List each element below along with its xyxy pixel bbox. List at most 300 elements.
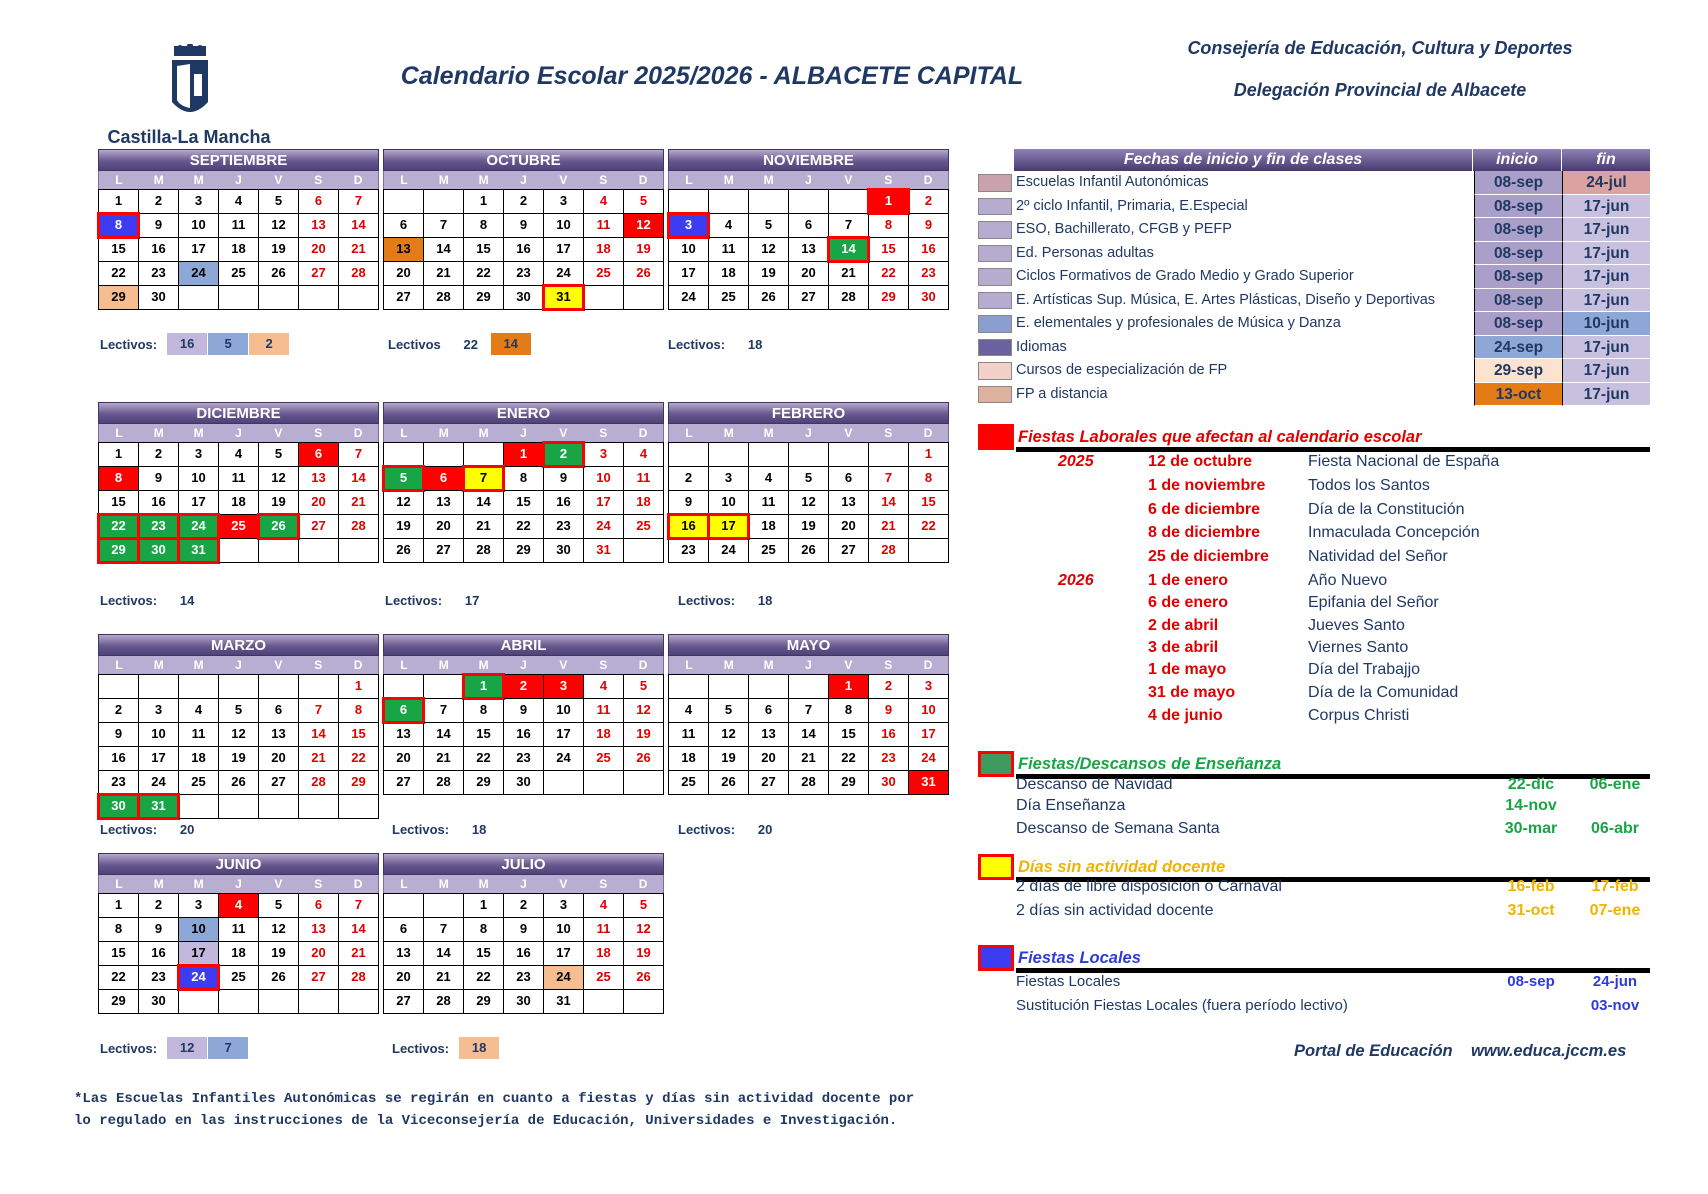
- day-cell: 2: [869, 675, 909, 699]
- day-cell: 30: [504, 990, 544, 1014]
- weekday-label: D: [923, 658, 933, 672]
- lectivos-label: Lectivos:: [100, 336, 158, 352]
- row-end: 17-jun: [1562, 195, 1650, 219]
- day-cell: 26: [749, 286, 789, 310]
- day-cell: 9: [504, 918, 544, 942]
- day-cell: 14: [869, 491, 909, 515]
- day-cell: 1: [464, 894, 504, 918]
- row-end: 17-jun: [1562, 336, 1650, 360]
- sin_actividad-name: 2 días de libre disposición o Carnaval: [1016, 878, 1282, 895]
- day-cell: 22: [464, 966, 504, 990]
- month-junio: [98, 853, 379, 1014]
- ensenanza-end: 06-ene: [1589, 776, 1641, 793]
- weekday-label: V: [559, 658, 568, 672]
- day-cell: 10: [544, 918, 584, 942]
- sin-actividad-title: Días sin actividad docente: [1018, 858, 1226, 876]
- footnote-line-2: lo regulado en las instrucciones de la Viceconsejería de Educación, Universidades e Investigación.: [74, 1113, 898, 1129]
- weekday-label: L: [400, 877, 408, 891]
- lectivos-count: 14: [179, 592, 195, 608]
- sin_actividad-name: 2 días sin actividad docente: [1016, 902, 1214, 919]
- month-title: ABRIL: [383, 634, 664, 656]
- locales-start: 08-sep: [1507, 973, 1555, 990]
- empty-day-cell: [299, 286, 339, 310]
- lectivos-count: 18: [747, 336, 763, 352]
- ensenanza-row: [1016, 820, 1650, 842]
- day-cell: 5: [709, 699, 749, 723]
- day-cell: 4: [584, 675, 624, 699]
- empty-day-cell: [749, 190, 789, 214]
- day-cell: 27: [299, 515, 339, 539]
- day-cell: 4: [179, 699, 219, 723]
- weekday-label: L: [400, 426, 408, 440]
- month-title: FEBRERO: [668, 402, 949, 424]
- weekday-label: M: [193, 173, 204, 187]
- day-cell: 4: [624, 443, 664, 467]
- day-cell: 20: [424, 515, 464, 539]
- fiesta-date: 4 de junio: [1148, 707, 1223, 724]
- day-cell: 11: [584, 214, 624, 238]
- weekday-row: [98, 656, 379, 674]
- empty-day-cell: [749, 675, 789, 699]
- fiesta-name: Día de la Comunidad: [1308, 684, 1459, 701]
- day-cell: 29: [99, 286, 139, 310]
- fiestas-laborales-title: Fiestas Laborales que afectan al calendario escolar: [1018, 428, 1422, 446]
- day-grid: [383, 189, 664, 310]
- empty-day-cell: [749, 443, 789, 467]
- day-cell: 18: [219, 491, 259, 515]
- day-cell: 31: [909, 771, 949, 795]
- row-swatch: [978, 339, 1012, 357]
- weekday-label: M: [723, 658, 734, 672]
- lectivos-count: 14: [491, 333, 531, 355]
- weekday-label: D: [923, 173, 933, 187]
- weekday-label: L: [115, 173, 123, 187]
- sin_actividad-start: 31-oct: [1507, 902, 1555, 919]
- day-cell: 29: [464, 990, 504, 1014]
- fiesta-name: Día del Trabajjo: [1308, 661, 1421, 678]
- dates-row: [978, 383, 1650, 407]
- day-cell: 3: [909, 675, 949, 699]
- day-cell: 8: [99, 214, 139, 238]
- day-cell: 31: [544, 990, 584, 1014]
- empty-day-cell: [384, 675, 424, 699]
- day-cell: 18: [584, 942, 624, 966]
- day-cell: 2: [139, 443, 179, 467]
- row-start: 08-sep: [1474, 289, 1562, 313]
- empty-day-cell: [99, 675, 139, 699]
- weekday-label: M: [438, 658, 449, 672]
- empty-day-cell: [869, 443, 909, 467]
- empty-day-cell: [584, 771, 624, 795]
- dates-table-rows: [978, 171, 1650, 406]
- weekday-row: [98, 424, 379, 442]
- day-cell: 25: [709, 286, 749, 310]
- day-cell: 27: [299, 966, 339, 990]
- day-cell: 15: [829, 723, 869, 747]
- lectivos-label: Lectivos:: [100, 592, 158, 608]
- day-cell: 22: [339, 747, 379, 771]
- day-cell: 25: [219, 262, 259, 286]
- day-cell: 21: [424, 966, 464, 990]
- weekday-label: J: [235, 877, 242, 891]
- row-swatch: [978, 315, 1012, 333]
- day-cell: 29: [464, 286, 504, 310]
- day-cell: 19: [384, 515, 424, 539]
- day-cell: 21: [464, 515, 504, 539]
- empty-day-cell: [259, 990, 299, 1014]
- lectivos-summary: [392, 818, 499, 840]
- lectivos-count: 16: [167, 333, 207, 355]
- day-cell: 5: [789, 467, 829, 491]
- empty-day-cell: [424, 894, 464, 918]
- locales-end: 24-jun: [1592, 973, 1638, 990]
- day-cell: 13: [299, 467, 339, 491]
- empty-day-cell: [669, 443, 709, 467]
- day-cell: 5: [624, 190, 664, 214]
- day-cell: 3: [139, 699, 179, 723]
- day-cell: 8: [909, 467, 949, 491]
- weekday-label: M: [438, 173, 449, 187]
- day-cell: 8: [464, 699, 504, 723]
- day-cell: 27: [424, 539, 464, 563]
- day-grid: [668, 189, 949, 310]
- day-cell: 19: [624, 238, 664, 262]
- day-cell: 14: [299, 723, 339, 747]
- day-cell: 20: [299, 238, 339, 262]
- day-cell: 22: [99, 262, 139, 286]
- day-cell: 23: [869, 747, 909, 771]
- month-marzo: [98, 634, 379, 819]
- day-cell: 8: [464, 214, 504, 238]
- weekday-label: L: [115, 426, 123, 440]
- weekday-label: M: [153, 426, 164, 440]
- fiestas-laborales-swatch: [978, 424, 1014, 450]
- dates-row: [978, 312, 1650, 336]
- sin_actividad-row: [1016, 902, 1650, 924]
- sin_actividad-start: 16-feb: [1507, 878, 1555, 895]
- day-cell: 28: [789, 771, 829, 795]
- day-cell: 7: [829, 214, 869, 238]
- weekday-label: D: [353, 173, 363, 187]
- empty-day-cell: [829, 443, 869, 467]
- empty-day-cell: [624, 539, 664, 563]
- day-cell: 20: [829, 515, 869, 539]
- day-cell: 15: [99, 238, 139, 262]
- sin_actividad-end: 17-feb: [1591, 878, 1639, 895]
- weekday-label: M: [478, 173, 489, 187]
- locales-name: Fiestas Locales: [1016, 973, 1121, 990]
- day-cell: 26: [789, 539, 829, 563]
- day-cell: 31: [179, 539, 219, 563]
- day-cell: 29: [464, 771, 504, 795]
- empty-day-cell: [259, 286, 299, 310]
- day-cell: 25: [584, 966, 624, 990]
- empty-day-cell: [259, 795, 299, 819]
- day-cell: 18: [624, 491, 664, 515]
- fiesta-date: 1 de enero: [1148, 572, 1229, 589]
- day-cell: 18: [584, 723, 624, 747]
- day-cell: 1: [869, 190, 909, 214]
- day-cell: 17: [179, 942, 219, 966]
- day-cell: 1: [909, 443, 949, 467]
- day-cell: 24: [544, 747, 584, 771]
- day-cell: 24: [139, 771, 179, 795]
- consejeria-title: Consejería de Educación, Cultura y Deportes: [1187, 38, 1573, 58]
- day-cell: 20: [384, 262, 424, 286]
- ensenanza-title: Fiestas/Descansos de Enseñanza: [1018, 755, 1282, 773]
- weekday-row: [98, 171, 379, 189]
- day-cell: 2: [669, 467, 709, 491]
- day-grid: [98, 189, 379, 310]
- day-cell: 16: [139, 491, 179, 515]
- day-cell: 10: [179, 467, 219, 491]
- day-cell: 16: [504, 723, 544, 747]
- empty-day-cell: [139, 675, 179, 699]
- day-cell: 2: [504, 675, 544, 699]
- weekday-label: D: [638, 426, 648, 440]
- day-cell: 30: [139, 286, 179, 310]
- day-cell: 28: [339, 515, 379, 539]
- day-grid: [383, 674, 664, 795]
- day-cell: 27: [259, 771, 299, 795]
- empty-day-cell: [584, 286, 624, 310]
- fiestas-laborales-header: [978, 424, 1650, 452]
- day-cell: 26: [709, 771, 749, 795]
- lectivos-label: Lectivos:: [392, 821, 450, 837]
- weekday-label: M: [478, 877, 489, 891]
- empty-day-cell: [909, 539, 949, 563]
- empty-day-cell: [464, 443, 504, 467]
- day-cell: 5: [219, 699, 259, 723]
- lectivos-label: Lectivos:: [100, 821, 158, 837]
- row-name: Ciclos Formativos de Grado Medio y Grado Superior: [1014, 265, 1474, 289]
- row-end: 24-jul: [1562, 171, 1650, 195]
- fiesta-date: 31 de mayo: [1148, 684, 1236, 701]
- row-name: E. elementales y profesionales de Música y Danza: [1014, 312, 1474, 336]
- day-cell: 16: [669, 515, 709, 539]
- day-cell: 30: [139, 539, 179, 563]
- day-cell: 7: [464, 467, 504, 491]
- day-grid: [383, 893, 664, 1014]
- weekday-label: V: [844, 426, 853, 440]
- weekday-label: J: [520, 426, 527, 440]
- day-cell: 3: [544, 894, 584, 918]
- weekday-label: D: [638, 173, 648, 187]
- delegacion-title: Delegación Provincial de Albacete: [1233, 80, 1527, 100]
- empty-day-cell: [219, 990, 259, 1014]
- day-cell: 12: [624, 699, 664, 723]
- month-title: ENERO: [383, 402, 664, 424]
- day-cell: 26: [384, 539, 424, 563]
- day-cell: 25: [219, 515, 259, 539]
- ensenanza-header: [978, 751, 1650, 779]
- weekday-label: D: [353, 658, 363, 672]
- day-cell: 23: [139, 262, 179, 286]
- lectivos-label: Lectivos:: [392, 1040, 450, 1056]
- day-cell: 17: [179, 238, 219, 262]
- weekday-label: M: [193, 426, 204, 440]
- locales-title: Fiestas Locales: [1018, 949, 1141, 967]
- dates-table: [978, 149, 1650, 406]
- day-cell: 21: [869, 515, 909, 539]
- day-cell: 3: [544, 190, 584, 214]
- empty-day-cell: [299, 795, 339, 819]
- day-grid: [668, 674, 949, 795]
- empty-day-cell: [384, 443, 424, 467]
- day-cell: 3: [544, 675, 584, 699]
- day-cell: 14: [464, 491, 504, 515]
- day-cell: 2: [139, 190, 179, 214]
- day-cell: 22: [464, 747, 504, 771]
- day-cell: 2: [139, 894, 179, 918]
- fiesta-date: 3 de abril: [1148, 639, 1219, 656]
- empty-day-cell: [219, 675, 259, 699]
- day-cell: 11: [669, 723, 709, 747]
- day-cell: 30: [504, 286, 544, 310]
- fiesta-name: Corpus Christi: [1308, 707, 1410, 724]
- day-cell: 6: [299, 894, 339, 918]
- day-cell: 20: [384, 747, 424, 771]
- day-cell: 23: [99, 771, 139, 795]
- weekday-label: S: [599, 658, 608, 672]
- day-cell: 23: [504, 262, 544, 286]
- fiesta-name: Epifania del Señor: [1308, 594, 1439, 611]
- day-cell: 2: [99, 699, 139, 723]
- weekday-label: V: [274, 877, 283, 891]
- empty-day-cell: [219, 795, 259, 819]
- lectivos-label: Lectivos:: [385, 592, 443, 608]
- weekday-label: V: [274, 173, 283, 187]
- day-cell: 17: [544, 942, 584, 966]
- empty-day-cell: [339, 539, 379, 563]
- day-cell: 26: [219, 771, 259, 795]
- row-swatch: [978, 221, 1012, 239]
- day-cell: 9: [544, 467, 584, 491]
- day-cell: 23: [504, 966, 544, 990]
- day-cell: 9: [99, 723, 139, 747]
- dates-row: [978, 195, 1650, 219]
- day-cell: 7: [299, 699, 339, 723]
- logo-text: Castilla-La Mancha: [107, 127, 271, 147]
- day-cell: 27: [789, 286, 829, 310]
- day-grid: [383, 442, 664, 563]
- empty-day-cell: [544, 771, 584, 795]
- dates-row: [978, 265, 1650, 289]
- lectivos-count: 20: [179, 821, 195, 837]
- day-cell: 15: [869, 238, 909, 262]
- sin-actividad-swatch: [978, 854, 1014, 880]
- day-cell: 5: [624, 894, 664, 918]
- day-cell: 26: [259, 515, 299, 539]
- day-cell: 17: [544, 723, 584, 747]
- day-cell: 13: [259, 723, 299, 747]
- day-cell: 28: [829, 286, 869, 310]
- day-cell: 27: [384, 771, 424, 795]
- lectivos-count: 5: [208, 333, 248, 355]
- lectivos-count: 18: [757, 592, 773, 608]
- day-cell: 24: [179, 262, 219, 286]
- day-cell: 5: [259, 190, 299, 214]
- ensenanza-swatch: [978, 751, 1014, 777]
- fiesta-date: 1 de noviembre: [1148, 477, 1266, 494]
- lectivos-summary: [678, 818, 785, 840]
- day-cell: 13: [384, 238, 424, 262]
- fiesta-date: 1 de mayo: [1148, 661, 1227, 678]
- page-title: Calendario Escolar 2025/2026 - ALBACETE CAPITAL: [400, 62, 1024, 90]
- day-cell: 26: [624, 966, 664, 990]
- day-cell: 10: [139, 723, 179, 747]
- day-cell: 18: [219, 238, 259, 262]
- fiesta-name: Todos los Santos: [1308, 477, 1430, 494]
- ensenanza-name: Día Enseñanza: [1016, 797, 1126, 814]
- row-name: ESO, Bachillerato, CFGB y PEFP: [1014, 218, 1474, 242]
- day-cell: 17: [584, 491, 624, 515]
- weekday-label: M: [723, 426, 734, 440]
- day-cell: 13: [384, 723, 424, 747]
- weekday-label: J: [805, 658, 812, 672]
- day-cell: 17: [544, 238, 584, 262]
- weekday-label: J: [235, 426, 242, 440]
- day-cell: 26: [259, 262, 299, 286]
- day-cell: 20: [299, 491, 339, 515]
- weekday-label: M: [153, 658, 164, 672]
- day-cell: 3: [584, 443, 624, 467]
- day-cell: 7: [789, 699, 829, 723]
- empty-day-cell: [789, 675, 829, 699]
- lectivos-label: Lectivos:: [100, 1040, 158, 1056]
- day-cell: 1: [339, 675, 379, 699]
- weekday-row: [668, 424, 949, 442]
- day-cell: 21: [424, 747, 464, 771]
- day-cell: 11: [624, 467, 664, 491]
- row-swatch: [978, 174, 1012, 192]
- day-cell: 12: [219, 723, 259, 747]
- day-cell: 18: [219, 942, 259, 966]
- day-cell: 4: [219, 894, 259, 918]
- day-cell: 4: [219, 190, 259, 214]
- day-cell: 10: [179, 214, 219, 238]
- weekday-label: L: [400, 173, 408, 187]
- fiesta-year: 2026: [1058, 572, 1094, 589]
- day-cell: 7: [424, 918, 464, 942]
- day-cell: 14: [339, 467, 379, 491]
- weekday-label: L: [115, 658, 123, 672]
- empty-day-cell: [789, 190, 829, 214]
- day-cell: 22: [99, 966, 139, 990]
- weekday-label: J: [805, 426, 812, 440]
- day-cell: 25: [624, 515, 664, 539]
- day-cell: 24: [544, 966, 584, 990]
- day-cell: 14: [424, 942, 464, 966]
- day-cell: 13: [299, 918, 339, 942]
- day-cell: 17: [709, 515, 749, 539]
- day-cell: 28: [424, 990, 464, 1014]
- row-name: E. Artísticas Sup. Música, E. Artes Plásticas, Diseño y Deportivas: [1014, 289, 1474, 313]
- day-cell: 28: [869, 539, 909, 563]
- weekday-label: V: [274, 658, 283, 672]
- portal-link[interactable]: Portal de Educación www.educa.jccm.es: [1294, 1042, 1627, 1060]
- day-cell: 11: [219, 918, 259, 942]
- day-cell: 24: [179, 966, 219, 990]
- lectivos-summary: [392, 1037, 500, 1059]
- row-start: 08-sep: [1474, 171, 1562, 195]
- day-cell: 1: [464, 675, 504, 699]
- day-cell: 22: [829, 747, 869, 771]
- day-cell: 10: [584, 467, 624, 491]
- day-cell: 16: [504, 238, 544, 262]
- day-cell: 12: [259, 214, 299, 238]
- lectivos-count: 18: [459, 1037, 499, 1059]
